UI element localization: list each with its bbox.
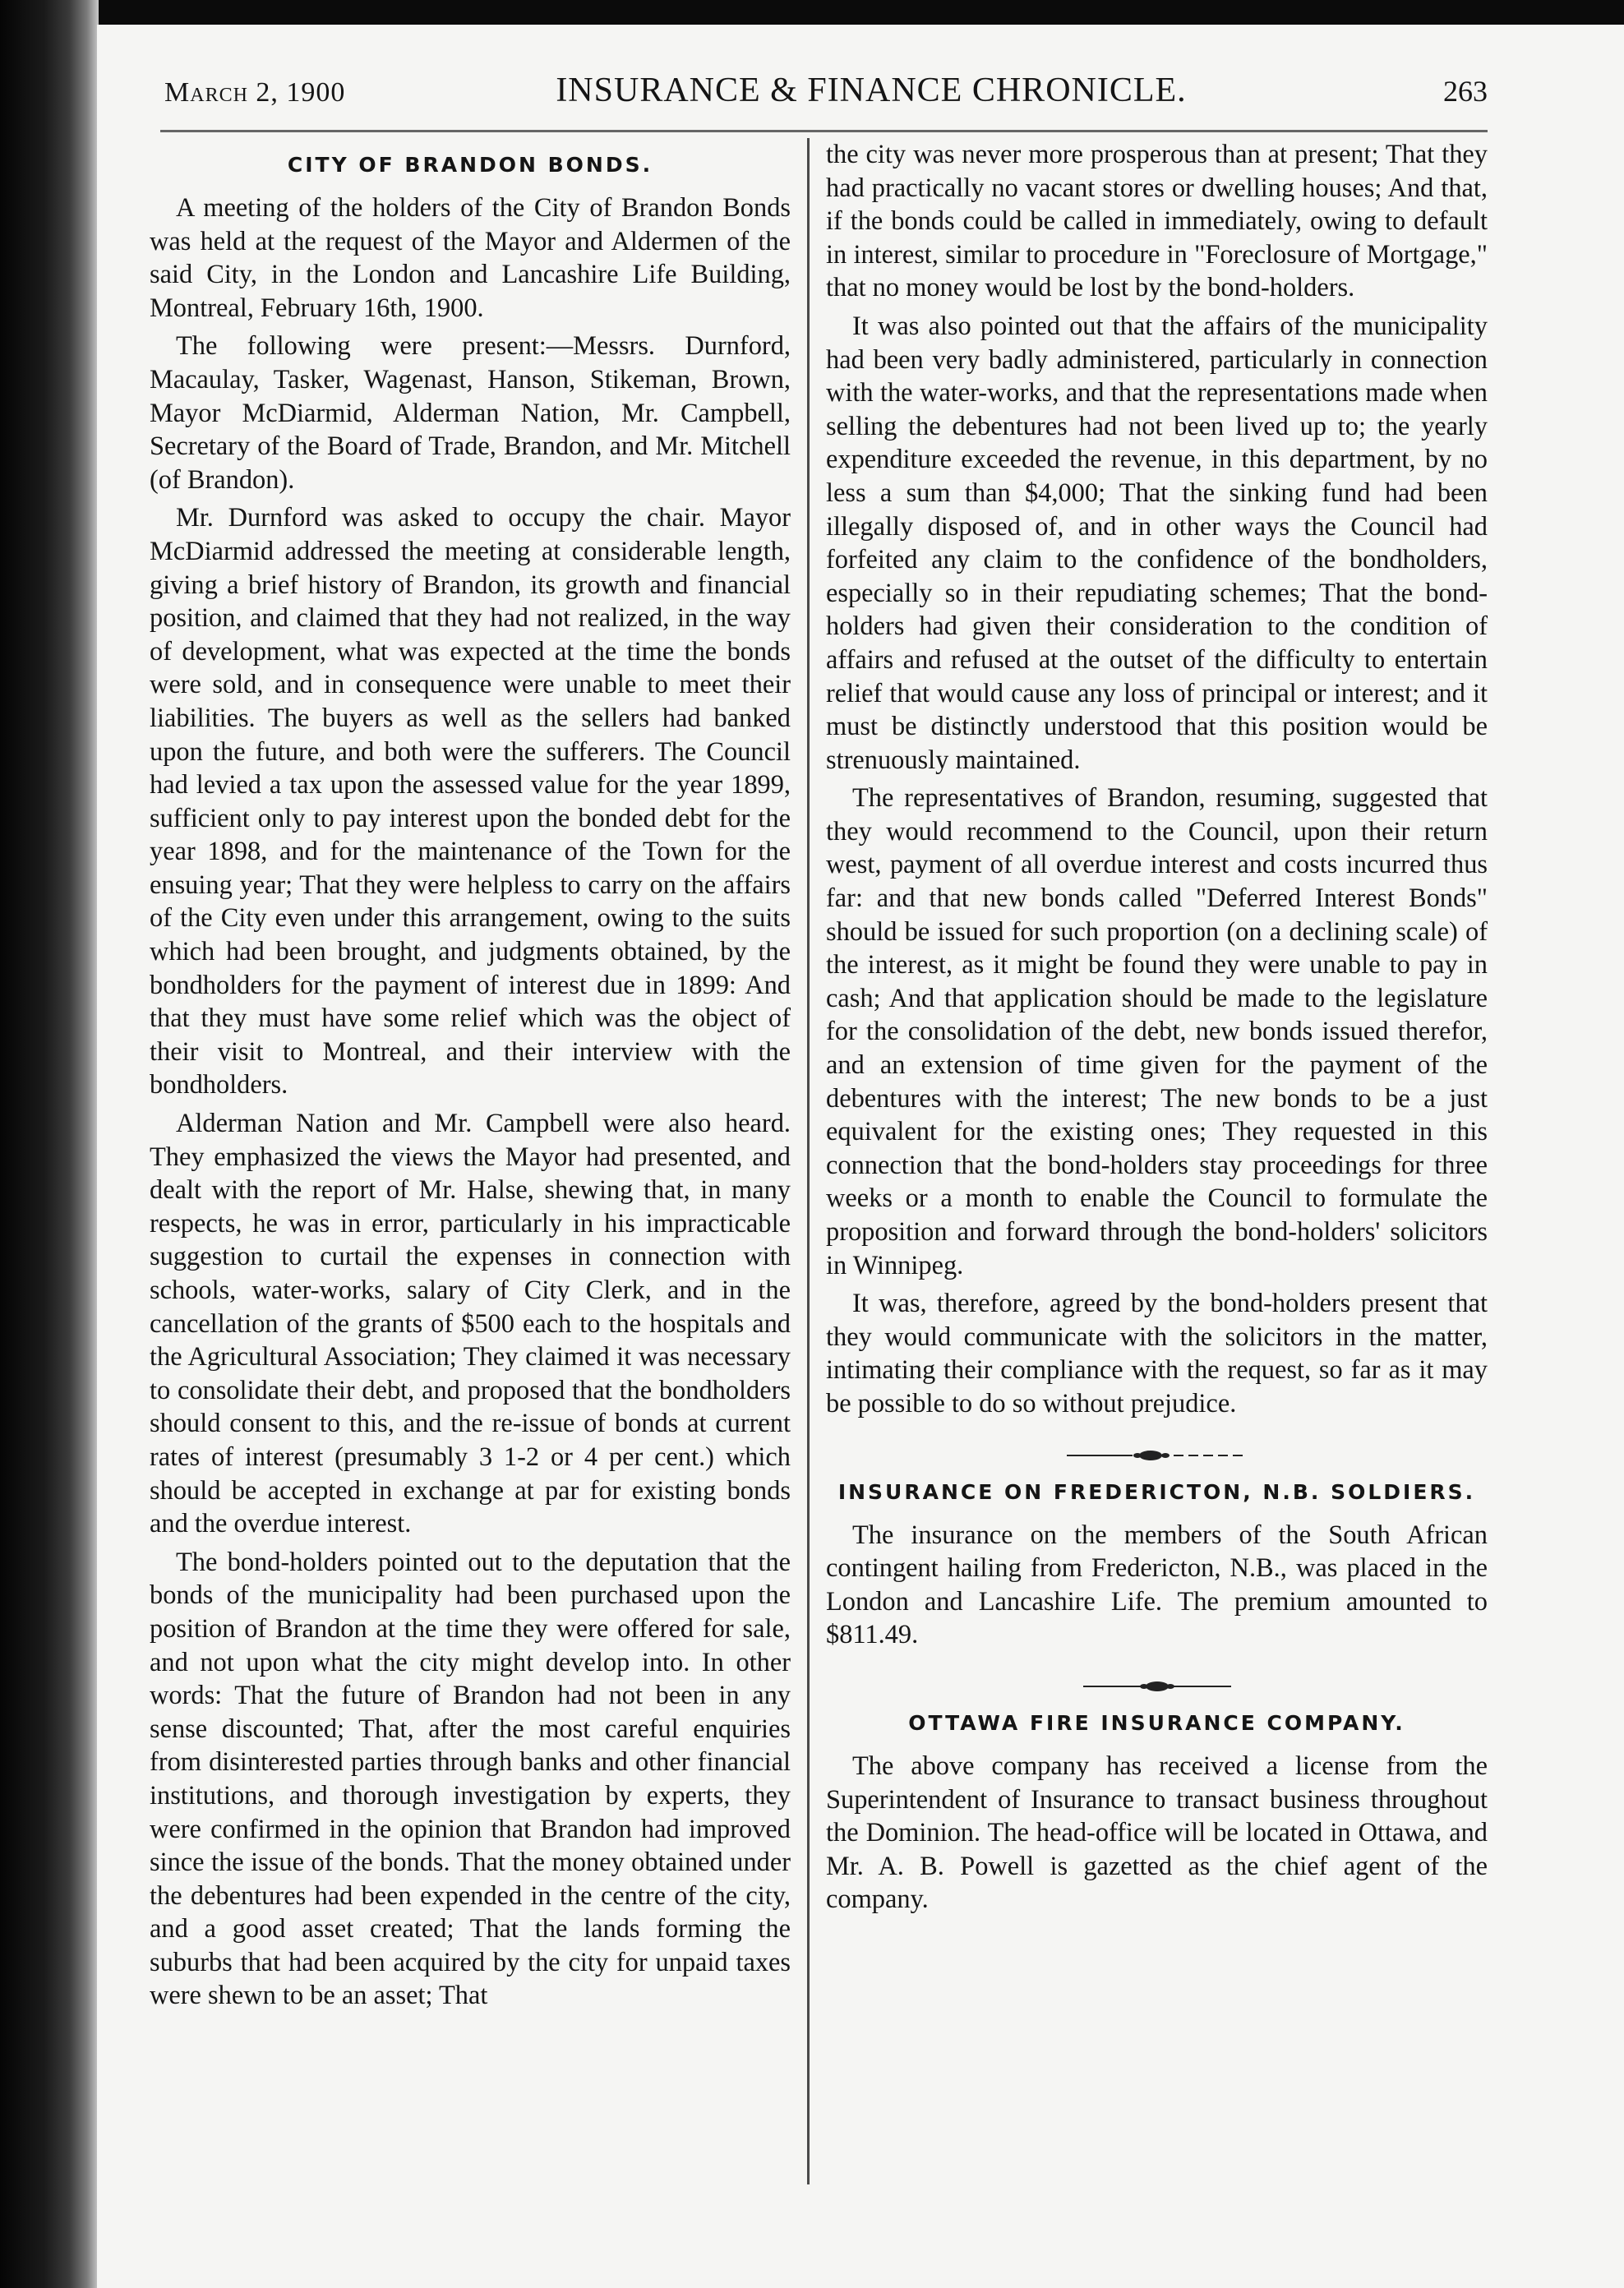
section-ornament [826,1446,1488,1465]
page-number: 263 [1443,75,1488,108]
running-header [164,64,1488,122]
article-paragraph: Alderman Nation and Mr. Campbell were also heard. They emphasized the views the Mayor had presented, and dealt with the report of Mr. Halse, shewing that, in many respects, he was in error, particularly in his impracticable suggestion to curtail the expenses in connection with schools, water-works, salary of City Clerk, and in the cancellation of the grants of $500 each to the hospitals and the Agricultural Association; They claimed it was necessary to consolidate their debt, and proposed that the bondholders should consent to this, and the re-issue of bonds at current rates of interest (presumably 3 1-2 or 4 per cent.) which should be accepted in exchange at par for existing bonds and the overdue interest. [150,1109,791,1539]
article-paragraph: The following were present:—Messrs. Durnford, Macaulay, Tasker, Wagenast, Hanson, Stikeman, Brown, Mayor McDiarmid, Alderman Nation, Mr. Campbell, Secretary of the Board of Trade, Brandon, and Mr. Mitchell (of Brandon). [150,331,791,495]
article-paragraph: A meeting of the holders of the City of Brandon Bonds was held at the request of the Mayor and Aldermen of the said City, in the London and Lancashire Life Building, Montreal, February 16th, 1900. [150,193,791,323]
article-paragraph-continued: the city was never more prosperous than at present; That they had practically no vacant stores or dwelling houses; And that, if the bonds could be called in immediately, owing to default in interest, similar to procedure in "Foreclosure of Mortgage," that no money would be lost by the bond-holders. [826,140,1488,303]
header-date: March 2, 1900 [164,77,346,108]
header-title: INSURANCE & FINANCE CHRONICLE. [556,72,1187,109]
section-ornament [826,1677,1488,1696]
article-heading-brandon: CITY OF BRANDON BONDS. [287,153,653,177]
article-paragraph: It was also pointed out that the affairs of the municipality had been very badly administered, particularly in connection with the water-works, and that the representations made when selling the debentures had not been lived up to; the yearly expenditure exceeded the revenue, in this department, by no less a sum than $4,000; That the sinking fund had been illegally disposed of, and in other ways the Council had forfeited any claim to the confidence of the bondholders, especially so in their repudiating schemes; That the bond-holders had given their consideration to the condition of affairs and refused at the outset of the difficulty to entertain relief that would cause any loss of principal or interest; and it must be distinctly understood that this position would be strenuously maintained. [826,311,1488,775]
article-paragraph: It was, therefore, agreed by the bond-holders present that they would communicate with the solicitors in the matter, intimating their compliance with the request, so far as it may be possible to do so without prejudice. [826,1289,1488,1418]
book-spine-shadow [0,0,99,2288]
left-column [150,141,791,2018]
article-paragraph: The bond-holders pointed out to the deputation that the bonds of the municipality had been purchased upon the position of Brandon at the time they were offered for sale, and not upon what the city might develop into. In other words: That the future of Brandon had not been in any sense discounted; That, after the most careful enquiries from disinterested parties through banks and other financial institutions, and thorough investigation by experts, they were confirmed in the opinion that Brandon had improved since the issue of the bonds. That the money obtained under the debentures had been expended in the centre of the city, and a good asset created; That the lands forming the suburbs that had been acquired by the city for unpaid taxes were shewn to be an asset; That [150,1547,791,2011]
article-heading-ottawa: OTTAWA FIRE INSURANCE COMPANY. [908,1710,1405,1735]
article-heading-fredericton: INSURANCE ON FREDERICTON, N.B. SOLDIERS. [837,1479,1476,1504]
header-rule [160,130,1488,132]
article-paragraph: The representatives of Brandon, resuming, suggested that they would recommend to the Council, upon their return west, payment of all overdue interest and costs incurred thus far: and that new bonds called "Deferred Interest Bonds" should be issued for such proportion (on a declining scale) of the interest, as it might be found they were unable to pay in cash; And that application should be made to the legislature for the consolidation of the debt, new bonds issued therefor, and an extension of time given for the payment of the debentures with the interest; The new bonds to be a just equivalent for the existing ones; They requested in this connection that the bond-holders stay proceedings for three weeks or a month to enable the Council to formulate the proposition and forward through the bond-holders' solicitors in Winnipeg. [826,783,1488,1280]
article-paragraph: The insurance on the members of the South African contingent hailing from Fredericton, N.B., was placed in the London and Lancashire Life. The premium amounted to $811.49. [826,1520,1488,1650]
article-paragraph: Mr. Durnford was asked to occupy the chair. Mayor McDiarmid addressed the meeting at considerable length, giving a brief history of Brandon, its growth and financial position, and claimed that they had not realized, in the way of development, what was expected at the time the bonds were sold, and in consequence were unable to meet their liabilities. The buyers as well as the sellers had banked upon the future, and both were the sufferers. The Council had levied a tax upon the assessed value for the year 1899, sufficient only to pay interest upon the bonded debt for the year 1898, and for the maintenance of the Town for the ensuing year; That they were helpless to carry on the affairs of the City even under this arrangement, owing to the suits which had been brought, and judgments obtained, by the bondholders for the payment of interest due in 1899: And that they must have some relief which was the object of their visit to Montreal, and their interview with the bondholders. [150,503,791,1100]
article-paragraph: The above company has received a license from the Superintendent of Insurance to transact business throughout the Dominion. The head-office will be located in Ottawa, and Mr. A. B. Powell is gazetted as the chief agent of the company. [826,1751,1488,1915]
column-divider [807,138,810,2184]
right-column [826,138,1488,1921]
